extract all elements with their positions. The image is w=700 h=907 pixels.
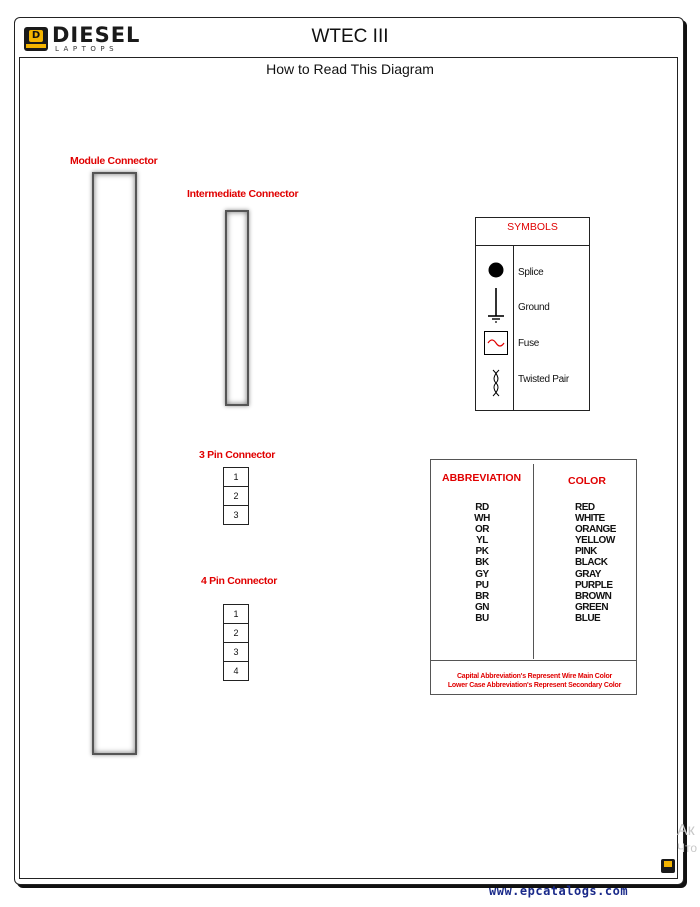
twisted-pair-icon xyxy=(490,368,502,398)
color-name: GREEN xyxy=(575,601,609,613)
color-name: WHITE xyxy=(575,513,605,525)
logo-wordmark: DIESEL xyxy=(52,23,141,47)
symbols-legend xyxy=(475,217,590,411)
watermark-line-1: Ак xyxy=(677,822,695,839)
abbreviation-codes-list xyxy=(467,502,497,624)
abbreviation-code: BR xyxy=(475,590,489,602)
color-name: YELLOW xyxy=(575,535,615,547)
pin-cell: 2 xyxy=(223,486,249,506)
watermark-line-2: Что xyxy=(677,841,698,855)
abbreviation-code: OR xyxy=(475,524,489,536)
abbreviation-code: BU xyxy=(475,612,489,624)
abbreviation-code: PK xyxy=(475,546,489,558)
color-name: ORANGE xyxy=(575,524,616,536)
color-name: RED xyxy=(575,502,595,513)
four-pin-connector-label: 4 Pin Connector xyxy=(201,575,278,587)
pin-cell: 3 xyxy=(223,505,249,525)
ground-icon xyxy=(487,288,505,324)
symbols-title: SYMBOLS xyxy=(476,218,589,246)
abbreviation-code: WH xyxy=(474,513,490,525)
note-line-2: Lower Case Abbreviation's Represent Secondary Color xyxy=(447,682,622,689)
abbreviation-code: GY xyxy=(475,568,489,580)
three-pin-connector-label: 3 Pin Connector xyxy=(199,449,276,461)
fuse-icon xyxy=(484,331,508,355)
color-name: BROWN xyxy=(575,590,612,602)
pin-cell: 2 xyxy=(223,623,249,643)
pin-cell: 3 xyxy=(223,642,249,662)
footer-url[interactable]: www.epcatalogs.com xyxy=(489,884,629,898)
color-name: BLUE xyxy=(575,612,601,624)
document-title: WTEC III xyxy=(311,26,389,47)
pin-cell: 4 xyxy=(223,661,249,681)
module-connector-label: Module Connector xyxy=(70,155,158,167)
diagram-title: How to Read This Diagram xyxy=(266,61,434,77)
color-header: COLOR xyxy=(568,475,606,487)
color-name: PINK xyxy=(575,546,597,558)
twisted-pair-label: Twisted Pair xyxy=(518,374,569,385)
three-pin-connector xyxy=(223,467,249,525)
abbreviation-code: YL xyxy=(476,535,488,547)
diesel-laptops-corner-icon xyxy=(661,859,675,873)
abbreviation-table xyxy=(430,459,637,695)
four-pin-connector xyxy=(223,604,249,681)
color-name: BLACK xyxy=(575,557,608,569)
abbreviation-code: BK xyxy=(475,557,489,569)
pin-cell: 1 xyxy=(223,604,249,624)
intermediate-connector xyxy=(225,210,249,406)
abbreviation-code: RD xyxy=(475,502,489,513)
splice-icon xyxy=(488,262,504,278)
logo-subtext: LAPTOPS xyxy=(55,45,119,53)
fuse-label: Fuse xyxy=(518,338,540,349)
abbreviation-header: ABBREVIATION xyxy=(442,472,522,484)
watermark-text xyxy=(677,820,697,854)
abbreviation-code: PU xyxy=(475,579,489,591)
color-name: PURPLE xyxy=(575,579,613,591)
color-names-list xyxy=(575,502,616,624)
intermediate-connector-label: Intermediate Connector xyxy=(187,188,299,200)
ground-label: Ground xyxy=(518,302,550,313)
abbreviation-code: GN xyxy=(475,601,489,613)
pin-cell: 1 xyxy=(223,467,249,487)
note-line-1: Capital Abbreviation's Represent Wire Main Color xyxy=(456,673,613,680)
color-name: GRAY xyxy=(575,568,601,580)
logo-badge-letter: D xyxy=(29,30,43,42)
module-connector xyxy=(92,172,137,755)
splice-label: Splice xyxy=(518,267,544,278)
